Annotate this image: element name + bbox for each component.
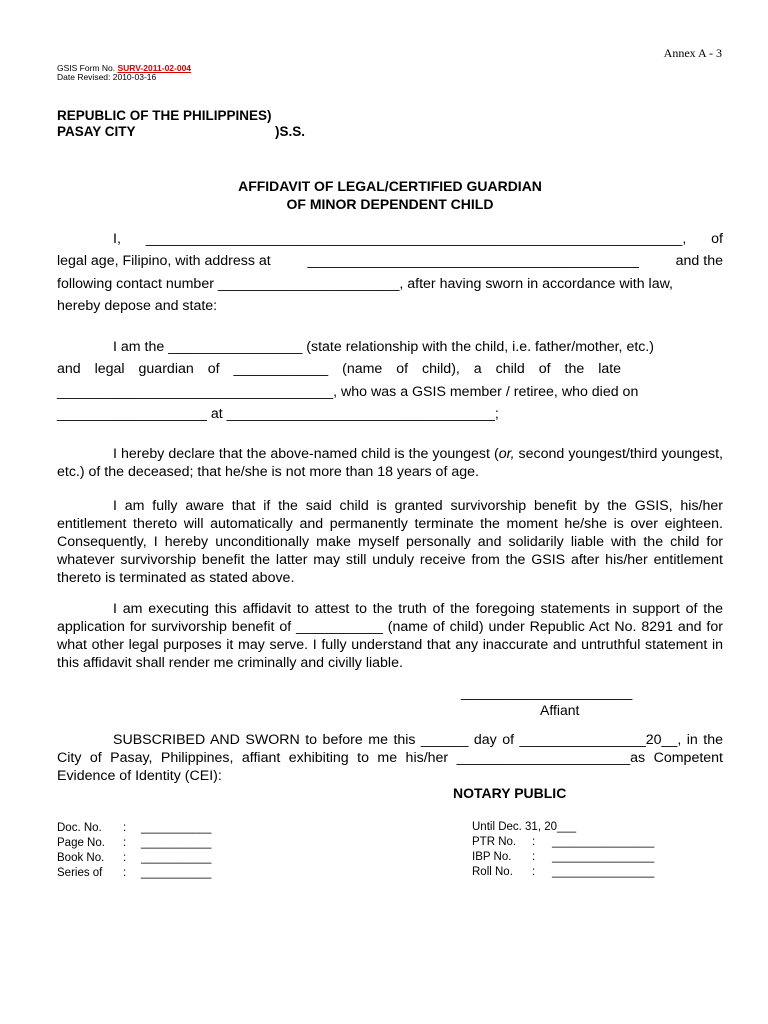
date-revised: Date Revised: 2010-03-16 [57,72,157,82]
form-number-code: SURV-2011-02-004 [117,63,192,73]
jurat-paragraph: SUBSCRIBED AND SWORN to before me this ______ day of ________________20__, in the City of Pasay, Philippines, affiant exhibiting to me his/her ______________________as Competent Evidence of Identity (CEI): [57,732,723,784]
para1-line-2: legal age, Filipino, with address at __________________________________________ and the [57,253,723,270]
para1-line-3: following contact number _______________________, after having sworn in accordance with law, [57,275,673,292]
para2-line-3: ___________________________________, who was a GSIS member / retiree, who died on [57,383,639,400]
para1-line-1: I, ____________________________________________________________________, of [113,231,723,247]
registry-row-roll: Roll No. : ________________ [472,866,655,878]
venue-city: PASAY CITY [57,124,136,139]
title-line-2: OF MINOR DEPENDENT CHILD [286,196,494,212]
registry-row-book: Book No. : ___________ [57,852,212,864]
notarial-registry-right [472,820,654,880]
form-number-label: GSIS Form No. [57,63,116,73]
paragraph-identity [57,228,723,318]
paragraph-purpose: I am executing this affidavit to attest to the truth of the foregoing statements in support of the application for survivorship benefit of ___________ (name of child) under Republic Act No. 8291 and for what other legal purposes it may serve. I fully understand that any inaccurate and untruthful statement in this affidavit shall render me criminally and civilly liable. [57,601,723,671]
para1-line-4: hereby depose and state: [57,298,218,315]
title-line-1: AFFIDAVIT OF LEGAL/CERTIFIED GUARDIAN [238,178,542,194]
paragraph-relationship [57,336,723,426]
notary-commission-until: Until Dec. 31, 20___ [472,821,577,833]
registry-row-page: Page No. : ___________ [57,837,212,849]
affiant-label: Affiant [540,702,580,718]
notarial-registry-left [57,821,211,881]
para2-line-1: I am the _________________ (state relationship with the child, i.e. father/mother, etc.) [113,339,655,355]
paragraph-awareness: I am fully aware that if the said child is granted survivorship benefit by the GSIS, his/her entitlement thereto will automatically and permanently terminate the moment he/she is over eighteen. Consequently, I hereby unconditionally make myself personally and solidarily liable with the child for whatever survivorship benefit the latter may still unduly receive from the GSIS after his/her entitlement thereto is terminated as stated above. [57,498,723,586]
para2-line-2: and legal guardian of ____________ (name of child), a child of the late [57,361,622,378]
registry-row-series: Series of : ___________ [57,867,212,879]
para2-line-4: ___________________ at __________________________________; [57,406,499,423]
paragraph-youngest: I hereby declare that the above-named child is the youngest (or, second youngest/third youngest, etc.) of the deceased; that he/she is not more than 18 years of age. [57,446,723,480]
notary-public-label: NOTARY PUBLIC [453,785,567,801]
annex-label: Annex A - 3 [663,46,722,60]
registry-row-ibp: IBP No. : ________________ [472,851,655,863]
registry-row-ptr: PTR No. : ________________ [472,836,655,848]
venue-republic: REPUBLIC OF THE PHILIPPINES) [57,108,272,123]
venue-ss: )S.S. [275,124,306,139]
affiant-signature-line: ______________________ [461,684,633,700]
registry-row-doc: Doc. No. : ___________ [57,822,212,834]
